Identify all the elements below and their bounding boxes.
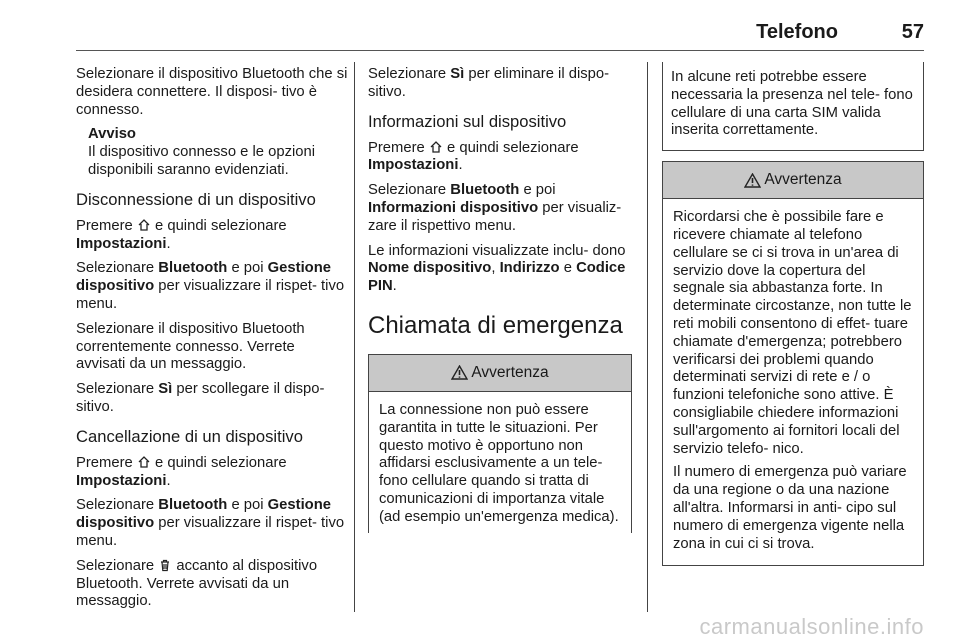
warning-box (662, 161, 924, 566)
paragraph: Premere e quindi selezionare Impostazioni. (368, 139, 579, 174)
column-3 (662, 62, 924, 566)
warning-text: La connessione non può essere garantita in tutte le situazioni. Per questo motivo è opportuno non affidarsi esclusivamente a un tele- fono cellulare quando si tratta di comunicazioni di importanza vitale (ad esempio un'emergenza medica). (379, 401, 619, 525)
column-divider (647, 62, 648, 612)
section-heading: Disconnessione di un dispositivo (76, 189, 316, 209)
section-heading: Informazioni sul dispositivo (368, 111, 567, 131)
info-box: In alcune reti potrebbe essere necessaria la presenza nel tele- fono cellulare di una carta SIM valida inserita correttamente. (662, 62, 924, 151)
chapter-heading: Chiamata di emergenza (368, 311, 623, 339)
warning-header: Avvertenza (369, 355, 631, 392)
column-1 (76, 66, 348, 618)
warning-body (663, 199, 923, 565)
paragraph: Premere e quindi selezionare Impostazioni. (76, 454, 287, 489)
home-icon (429, 140, 443, 154)
page-number: 57 (901, 21, 924, 43)
home-icon (137, 455, 151, 469)
paragraph: Selezionare Bluetooth e poi Gestione dispositivo per visualizzare il rispet- tivo menu. (76, 497, 345, 549)
warning-triangle-icon (744, 173, 761, 188)
header-title: Telefono (756, 21, 838, 43)
watermark: carmanualsonline.info (699, 614, 924, 639)
paragraph: Le informazioni visualizzate inclu- dono Nome dispositivo, Indirizzo e Codice PIN. (368, 242, 626, 295)
note-text: Il dispositivo connesso e le opzioni disponibili saranno evidenziati. (88, 144, 316, 178)
column-divider (354, 62, 355, 612)
paragraph: Selezionare accanto al dispositivo Bluetooth. Verrete avvisati da un messaggio. (76, 557, 318, 610)
paragraph: Selezionare il dispositivo Bluetooth che si desidera connettere. Il disposi- tivo è connesso. (76, 66, 348, 118)
paragraph: Premere e quindi selezionare Impostazioni. (76, 217, 287, 252)
note-title: Avviso (88, 126, 136, 143)
home-icon (137, 218, 151, 232)
warning-header: Avvertenza (663, 162, 923, 199)
paragraph: Selezionare Bluetooth e poi Informazioni dispositivo per visualiz- zare il rispettivo menu. (368, 182, 622, 234)
column-2 (368, 66, 632, 533)
trash-icon (158, 558, 172, 572)
note (88, 126, 348, 179)
section-heading: Cancellazione di un dispositivo (76, 426, 303, 446)
warning-paragraph: Ricordarsi che è possibile fare e ricevere chiamate al telefono cellulare se ci si trova in un'area di servizio dove la copertura del segnale sia abbastanza forte. In determinate circostanze, non tutte le reti mobili consentono di effet- tuare chiamate d'emergenza; potrebbero verificarsi dei problemi quando determinati servizi di rete e / o funzioni telefoniche sono attive. È consigliabile chiedere informazioni sull'argomento ai fornitori locali del servizio telefo- nico. (673, 209, 912, 457)
warning-box (368, 354, 632, 533)
page-header (76, 0, 924, 51)
warning-triangle-icon (451, 365, 468, 380)
paragraph: Selezionare Sì per eliminare il dispo- sitivo. (368, 66, 610, 100)
warning-paragraph: Il numero di emergenza può variare da una regione o da una nazione all'altra. Informarsi in anti- cipo sul numero di emergenza vigente nella zona in cui ci si trova. (673, 464, 907, 552)
paragraph: Selezionare il dispositivo Bluetooth correntemente connesso. Verrete avvisati da un messaggio. (76, 320, 305, 373)
paragraph: Selezionare Bluetooth e poi Gestione dispositivo per visualizzare il rispet- tivo menu. (76, 260, 345, 312)
paragraph: Selezionare Sì per scollegare il dispo- sitivo. (76, 381, 325, 415)
